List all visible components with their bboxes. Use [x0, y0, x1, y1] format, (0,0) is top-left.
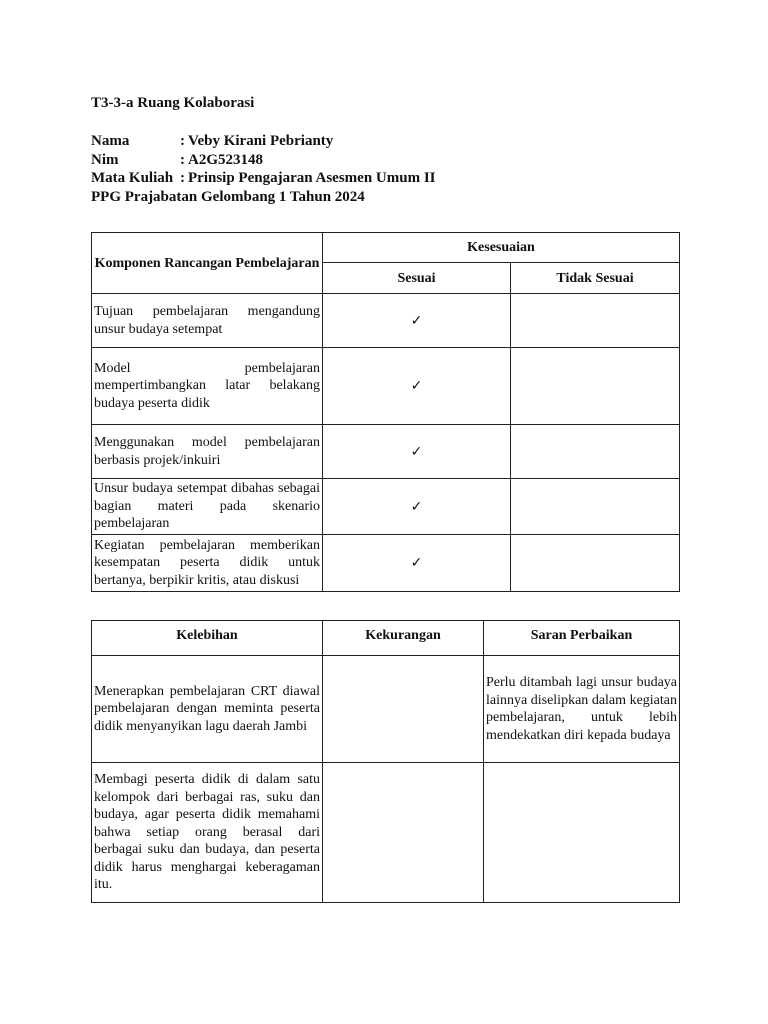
component-cell: Kegiatan pembelajaran memberikan kesempatan peserta didik untuk bertanya, berpikir kritis, atau diskusi: [92, 535, 323, 592]
check-icon: ✓: [323, 479, 511, 535]
info-row-nama: Nama : Veby Kirani Pebrianty: [91, 133, 334, 149]
info-value: Veby Kirani Pebrianty: [188, 133, 334, 149]
table-row: [92, 425, 680, 479]
info-label: Mata Kuliah: [91, 170, 174, 186]
table-row: [92, 348, 680, 425]
check-icon: ✓: [323, 535, 511, 592]
header-saran: Saran Perbaikan: [484, 621, 680, 656]
component-cell: Model pembelajaran mempertimbangkan latar belakang budaya peserta didik: [92, 348, 323, 425]
check-icon: ✓: [323, 425, 511, 479]
check-icon: ✓: [323, 294, 511, 348]
info-value: A2G523148: [188, 151, 263, 168]
student-info: [91, 132, 436, 206]
kelebihan-cell: Menerapkan pembelajaran CRT diawal pembelajaran dengan meminta peserta didik menyanyikan lagu daerah Jambi: [92, 656, 323, 763]
info-label: Nim: [91, 151, 119, 168]
component-cell: Menggunakan model pembelajaran berbasis projek/inkuiri: [92, 425, 323, 479]
saran-cell: [484, 763, 680, 903]
table-row: [92, 763, 680, 903]
tidak-sesuai-cell: [511, 348, 680, 425]
info-row-mata-kuliah: Mata Kuliah : Prinsip Pengajaran Asesmen Umum II: [91, 170, 436, 186]
table-row: [92, 656, 680, 763]
kekurangan-cell: [323, 763, 484, 903]
info-value: Prinsip Pengajaran Asesmen Umum II: [188, 170, 436, 186]
header-kelebihan: Kelebihan: [92, 621, 323, 656]
kesesuaian-table: [91, 232, 680, 592]
component-cell: Tujuan pembelajaran mengandung unsur budaya setempat: [92, 294, 323, 348]
header-komponen: Komponen Rancangan Pembelajaran: [92, 233, 323, 294]
header-kesesuaian: Kesesuaian: [323, 233, 680, 263]
header-sesuai: Sesuai: [323, 263, 511, 294]
tidak-sesuai-cell: [511, 535, 680, 592]
tidak-sesuai-cell: [511, 479, 680, 535]
component-cell: Unsur budaya setempat dibahas sebagai bagian materi pada skenario pembelajaran: [92, 479, 323, 535]
saran-cell: Perlu ditambah lagi unsur budaya lainnya diselipkan dalam kegiatan pembelajaran, untuk lebih mendekatkan diri kepada budaya: [484, 656, 680, 763]
kekurangan-cell: [323, 656, 484, 763]
page-title: T3-3-a Ruang Kolaborasi: [91, 95, 255, 111]
evaluasi-table: [91, 620, 680, 903]
table-row: [92, 479, 680, 535]
table-header-row: [92, 233, 680, 263]
kelebihan-cell: Membagi peserta didik di dalam satu kelompok dari berbagai ras, suku dan budaya, agar peserta didik memahami bahwa setiap orang berasal dari berbagai suku dan budaya, dan peserta didik harus menghargai keberagaman itu.: [92, 763, 323, 903]
program-line: PPG Prajabatan Gelombang 1 Tahun 2024: [91, 188, 365, 205]
table-header-row: [92, 621, 680, 656]
header-kekurangan: Kekurangan: [323, 621, 484, 656]
table-row: [92, 535, 680, 592]
info-row-nim: Nim : A2G523148: [91, 151, 263, 168]
check-icon: ✓: [323, 348, 511, 425]
table-row: [92, 294, 680, 348]
tidak-sesuai-cell: [511, 294, 680, 348]
info-label: Nama: [91, 133, 130, 149]
header-tidak-sesuai: Tidak Sesuai: [511, 263, 680, 294]
tidak-sesuai-cell: [511, 425, 680, 479]
